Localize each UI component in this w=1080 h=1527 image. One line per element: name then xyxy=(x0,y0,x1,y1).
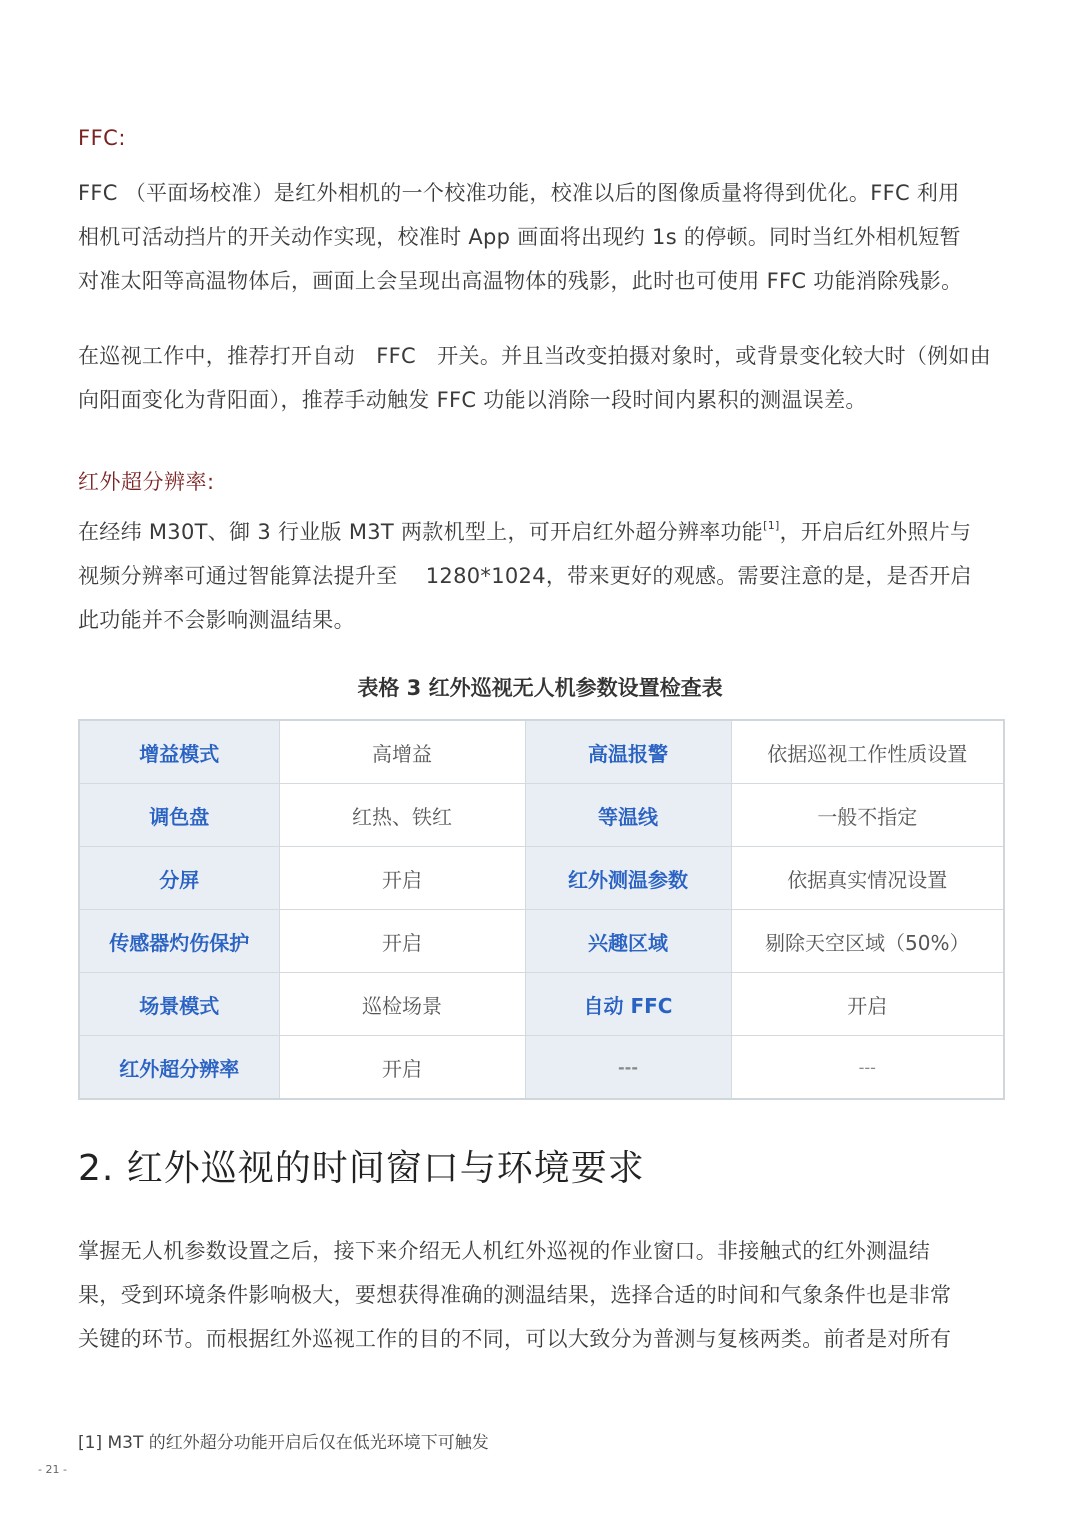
table-param-value: 开启 xyxy=(279,910,525,973)
table-row xyxy=(79,910,1004,973)
section-paragraph-line: 掌握无人机参数设置之后，接下来介绍无人机红外巡视的作业窗口。非接触式的红外测温结 xyxy=(78,1239,930,1263)
patrol-paragraph-line: 在巡视工作中，推荐打开自动 FFC 开关。并且当改变拍摄对象时，或背景变化较大时（例如由 xyxy=(78,344,992,368)
table-row xyxy=(79,847,1004,910)
table-param-value: 依据真实情况设置 xyxy=(731,847,1004,910)
table-caption: 表格 3 红外巡视无人机参数设置检查表 xyxy=(357,676,723,700)
superres-paragraph-line xyxy=(78,510,1008,554)
table-row xyxy=(79,784,1004,847)
section-paragraph-line: 关键的环节。而根据红外巡视工作的目的不同，可以大致分为普测与复核两类。前者是对所有 xyxy=(78,1327,952,1351)
section-paragraph-line: 果，受到环境条件影响极大，要想获得准确的测温结果，选择合适的时间和气象条件也是非常 xyxy=(78,1283,952,1307)
table-param-value: 开启 xyxy=(279,1036,525,1100)
table-param-value: 剔除天空区域（50%） xyxy=(731,910,1004,973)
section-title: 2. 红外巡视的时间窗口与环境要求 xyxy=(78,1148,645,1189)
table-param-value: 巡检场景 xyxy=(279,973,525,1036)
table-row xyxy=(79,720,1004,784)
parameter-checklist-table xyxy=(78,719,1005,1100)
superres-line1-text: 在经纬 M30T、御 3 行业版 M3T 两款机型上，可开启红外超分辨率功能 xyxy=(78,520,764,544)
superres-paragraph-line: 此功能并不会影响测温结果。 xyxy=(78,608,355,632)
table-param-name: 场景模式 xyxy=(79,973,279,1036)
footnote-ref[interactable]: [1] xyxy=(763,519,780,532)
table-param-name: 兴趣区域 xyxy=(525,910,731,973)
superres-heading: 红外超分辨率: xyxy=(78,470,215,494)
table-param-value: 开启 xyxy=(731,973,1004,1036)
ffc-paragraph-line: FFC （平面场校准）是红外相机的一个校准功能，校准以后的图像质量将得到优化。FFC 利用 xyxy=(78,181,960,205)
table-param-name: 红外测温参数 xyxy=(525,847,731,910)
table-param-name: 高温报警 xyxy=(525,720,731,784)
ffc-heading: FFC: xyxy=(78,126,126,150)
table-param-value: 一般不指定 xyxy=(731,784,1004,847)
table-param-value: 高增益 xyxy=(279,720,525,784)
ffc-paragraph-line: 相机可活动挡片的开关动作实现，校准时 App 画面将出现约 1s 的停顿。同时当红外相机短暂 xyxy=(78,225,961,249)
patrol-paragraph-line: 向阳面变化为背阳面），推荐手动触发 FFC 功能以消除一段时间内累积的测温误差。 xyxy=(78,388,867,412)
table-param-value: 红热、铁红 xyxy=(279,784,525,847)
table-param-name: 调色盘 xyxy=(79,784,279,847)
patrol-paragraph xyxy=(78,334,1008,422)
section-paragraph xyxy=(78,1229,1008,1361)
table-param-value: 开启 xyxy=(279,847,525,910)
table-row xyxy=(79,1036,1004,1100)
footnote: [1] M3T 的红外超分功能开启后仅在低光环境下可触发 xyxy=(78,1433,489,1453)
table-param-name: --- xyxy=(525,1036,731,1100)
table-param-name: 红外超分辨率 xyxy=(79,1036,279,1100)
superres-paragraph xyxy=(78,510,1008,642)
table-param-name: 传感器灼伤保护 xyxy=(79,910,279,973)
table-param-value: --- xyxy=(731,1036,1004,1100)
table-param-name: 等温线 xyxy=(525,784,731,847)
table-param-name: 分屏 xyxy=(79,847,279,910)
table-param-name: 自动 FFC xyxy=(525,973,731,1036)
page-number: - 21 - xyxy=(38,1463,67,1476)
ffc-paragraph xyxy=(78,171,1008,303)
superres-line1-tail: ，开启后红外照片与 xyxy=(779,520,972,544)
table-param-value: 依据巡视工作性质设置 xyxy=(731,720,1004,784)
table-body xyxy=(79,720,1004,1099)
ffc-paragraph-line: 对准太阳等高温物体后，画面上会呈现出高温物体的残影，此时也可使用 FFC 功能消除残影。 xyxy=(78,269,963,293)
superres-paragraph-line: 视频分辨率可通过智能算法提升至 1280*1024，带来更好的观感。需要注意的是，是否开启 xyxy=(78,564,972,588)
table-param-name: 增益模式 xyxy=(79,720,279,784)
table-row xyxy=(79,973,1004,1036)
